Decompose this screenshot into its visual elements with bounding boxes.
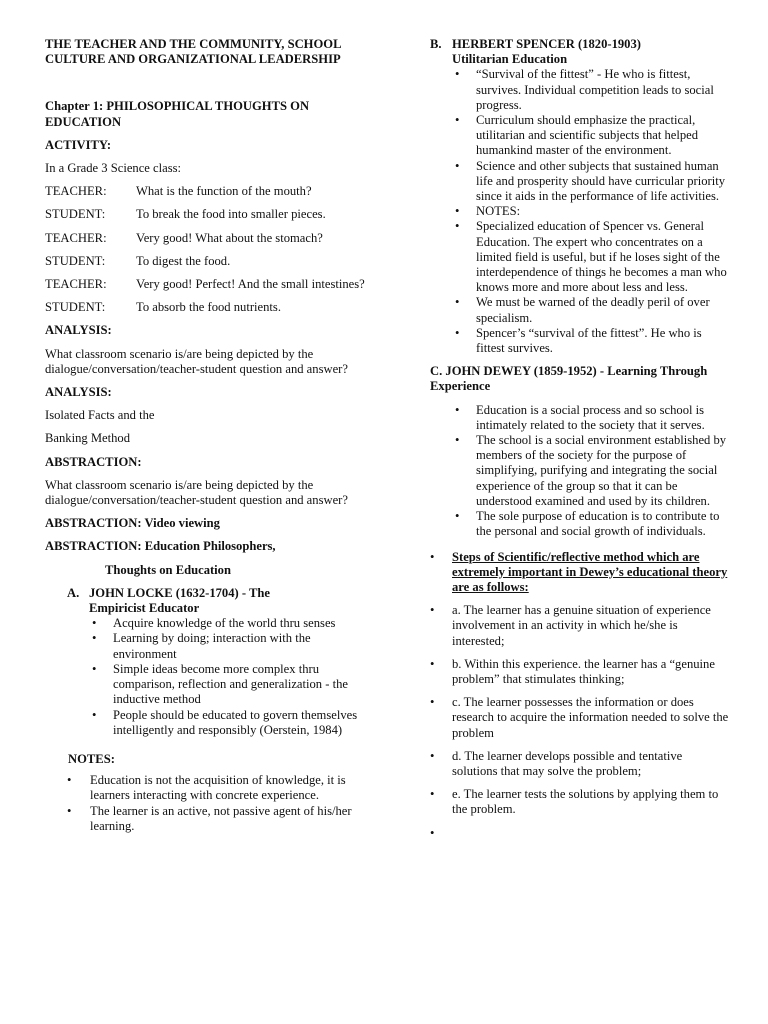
- notes-list: [45, 773, 375, 834]
- spencer-bullet-list: [453, 67, 730, 356]
- list-item: • Acquire knowledge of the world thru senses: [90, 616, 375, 631]
- dewey-heading: C. JOHN DEWEY (1859-1952) - Learning Through Experience: [430, 364, 708, 394]
- list-item: • Specialized education of Spencer vs. General Education. The expert who concentrates on a limited field is useful, but if he loses sight of the interdependence of things he becomes a man who knows more and more about less and less.: [453, 219, 730, 295]
- abstraction-heading: ABSTRACTION: Education Philosophers,: [45, 539, 276, 554]
- dialogue-line: [45, 231, 375, 246]
- analysis-text: What classroom scenario is/are being depicted by the dialogue/conversation/teacher-student question and answer?: [45, 346, 348, 376]
- abstraction-heading: ABSTRACTION: Video viewing: [45, 516, 220, 531]
- utterance: To break the food into smaller pieces.: [136, 207, 326, 222]
- analysis-text: Isolated Facts and the: [45, 408, 155, 423]
- dewey-steps-list: [430, 550, 730, 841]
- list-item: • a. The learner has a genuine situation of experience involvement in an activity in which he/she is interested;: [430, 603, 730, 649]
- speaker: TEACHER:: [45, 277, 107, 292]
- list-item: • c. The learner possesses the information or does research to acquire the information needed to solve the problem: [430, 695, 730, 741]
- list-item: • People should be educated to govern themselves intelligently and responsibly (Oerstein, 1984): [90, 708, 375, 738]
- abstraction-heading: ABSTRACTION:: [45, 454, 142, 469]
- analysis-heading: ANALYSIS:: [45, 385, 112, 400]
- steps-heading-text: Steps of Scientific/reflective method which are extremely important in Dewey’s educational theory are as follows:: [452, 549, 728, 594]
- dialogue-line: [45, 277, 375, 292]
- section-letter: B.: [430, 37, 442, 51]
- list-item: • e. The learner tests the solutions by applying them to the problem.: [430, 787, 730, 817]
- list-item: • d. The learner develops possible and tentative solutions that may solve the problem;: [430, 749, 730, 779]
- utterance: Very good! What about the stomach?: [136, 230, 323, 245]
- steps-heading: [430, 550, 730, 596]
- dialogue-line: [45, 207, 375, 222]
- list-item: • The learner is an active, not passive agent of his/her learning.: [45, 804, 375, 834]
- list-item: • Learning by doing; interaction with the environment: [90, 631, 375, 661]
- list-item: [430, 826, 730, 841]
- list-item: • Simple ideas become more complex thru comparison, reflection and generalization - the inductive method: [90, 662, 375, 708]
- locke-section: [67, 586, 375, 616]
- speaker: STUDENT:: [45, 300, 106, 315]
- locke-bullet-list: [90, 616, 375, 738]
- utterance: To digest the food.: [136, 253, 231, 268]
- list-item: • Curriculum should emphasize the practical, utilitarian and scientific subjects that helped humankind master of the environment.: [453, 113, 730, 159]
- dialogue-line: [45, 254, 375, 269]
- dewey-bullet-list: [453, 403, 730, 540]
- spencer-section: [430, 37, 730, 67]
- section-heading: JOHN LOCKE (1632-1704) - The Empiricist Educator: [89, 585, 270, 616]
- section-subheading: Utilitarian Education: [452, 52, 568, 67]
- dialogue-line: [45, 184, 375, 199]
- speaker: STUDENT:: [45, 253, 106, 268]
- list-item: • Education is a social process and so school is intimately related to the society that it serves.: [453, 403, 730, 433]
- list-item: • b. Within this experience. the learner has a “genuine problem” that stimulates thinking;: [430, 657, 730, 687]
- list-item: • Spencer’s “survival of the fittest”. He who is fittest survives.: [453, 326, 730, 356]
- list-item: • Science and other subjects that sustained human life and prosperity should have curricular priority since it aids in the performance of life activities.: [453, 159, 730, 205]
- analysis-text: Banking Method: [45, 431, 131, 446]
- right-column: [430, 37, 730, 849]
- section-heading-block: [452, 37, 641, 67]
- list-item: • “Survival of the fittest” - He who is fittest, survives. Individual competition leads to social progress.: [453, 67, 730, 113]
- activity-intro: In a Grade 3 Science class:: [45, 161, 182, 176]
- list-item: • The sole purpose of education is to contribute to the personal and social growth of individuals.: [453, 509, 730, 539]
- utterance: What is the function of the mouth?: [136, 184, 312, 199]
- speaker: TEACHER:: [45, 230, 107, 245]
- utterance: Very good! Perfect! And the small intestines?: [136, 277, 365, 292]
- list-item: • We must be warned of the deadly peril of over specialism.: [453, 295, 730, 325]
- speaker: STUDENT:: [45, 207, 106, 222]
- utterance: To absorb the food nutrients.: [136, 300, 281, 315]
- notes-heading: NOTES:: [68, 751, 115, 766]
- activity-heading: ACTIVITY:: [45, 137, 112, 152]
- thoughts-heading: Thoughts on Education: [105, 562, 231, 577]
- list-item: • Education is not the acquisition of knowledge, it is learners interacting with concrete experience.: [45, 773, 375, 803]
- list-item: • The school is a social environment established by members of the society for the purpose of simplifying, purifying and integrating the social experience of the group so that it can be understood examined and used by its children.: [453, 433, 730, 509]
- section-heading: HERBERT SPENCER (1820-1903): [452, 37, 641, 51]
- dialogue-line: [45, 300, 375, 315]
- list-item: • NOTES:: [453, 204, 730, 219]
- analysis-heading: ANALYSIS:: [45, 323, 112, 338]
- chapter-heading: Chapter 1: PHILOSOPHICAL THOUGHTS ON EDUCATION: [45, 99, 310, 129]
- speaker: TEACHER:: [45, 184, 107, 199]
- left-column: [45, 37, 375, 834]
- abstraction-text: What classroom scenario is/are being depicted by the dialogue/conversation/teacher-student question and answer?: [45, 477, 348, 508]
- document-title: THE TEACHER AND THE COMMUNITY, SCHOOL CULTURE AND ORGANIZATIONAL LEADERSHIP: [45, 37, 341, 67]
- section-letter: A.: [67, 585, 80, 600]
